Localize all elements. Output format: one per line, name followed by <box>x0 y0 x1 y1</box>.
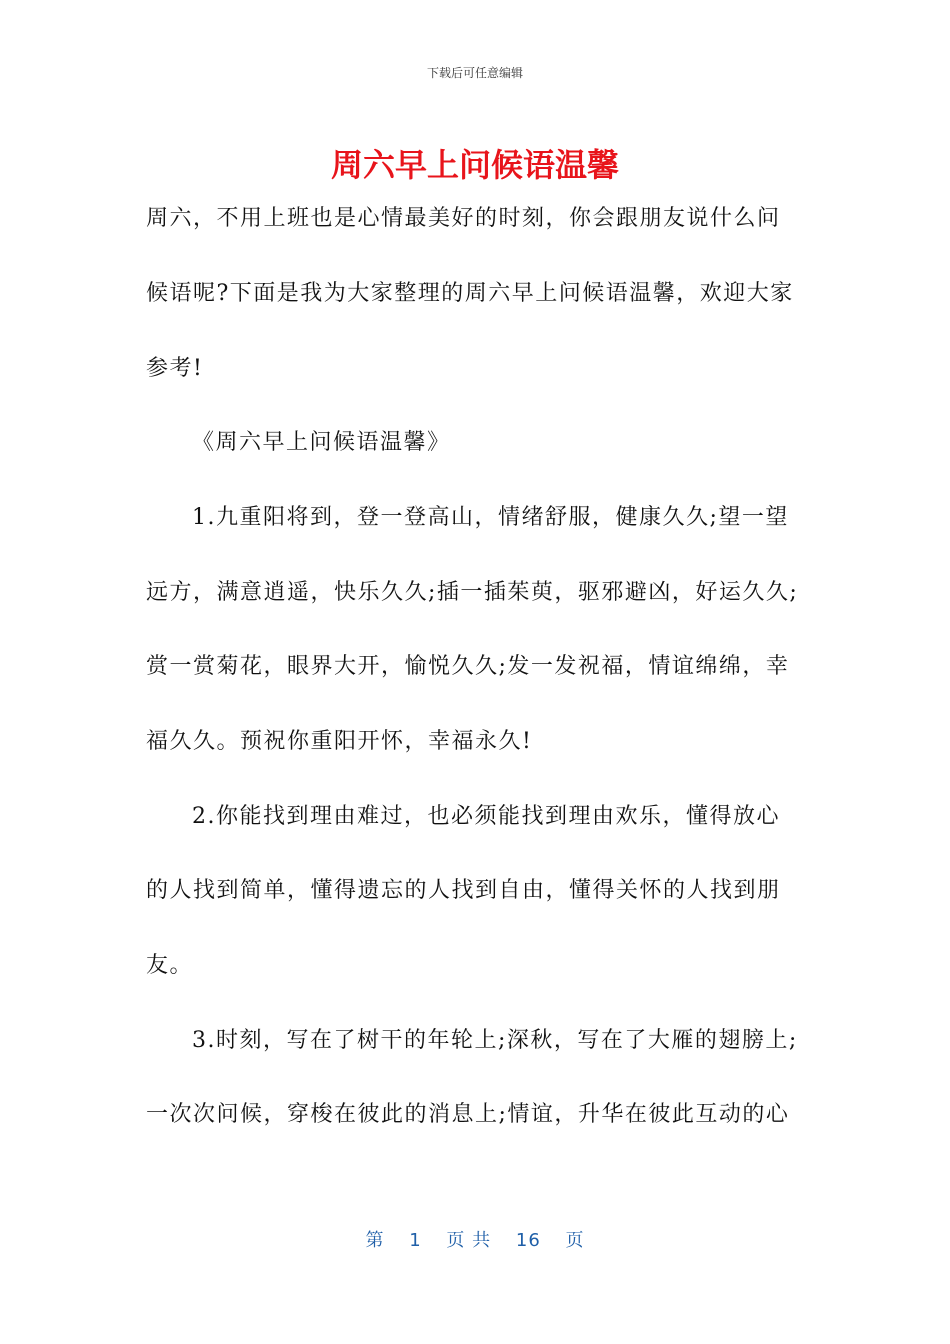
footer-suffix: 页 <box>565 1230 585 1251</box>
paragraph-line: 2.你能找到理由难过，也必须能找到理由欢乐，懂得放心 <box>192 804 780 829</box>
paragraph-line: 候语呢?下面是我为大家整理的周六早上问候语温馨，欢迎大家 <box>146 281 794 306</box>
page-footer <box>0 1226 950 1252</box>
footer-middle: 页 共 <box>446 1230 492 1251</box>
paragraph-line: 1.九重阳将到，登一登高山，情绪舒服，健康久久;望一望 <box>192 505 789 530</box>
footer-total-pages: 16 <box>515 1230 541 1251</box>
paragraph-line: 的人找到简单，懂得遗忘的人找到自由，懂得关怀的人找到朋 <box>146 878 781 903</box>
paragraph-line: 参考! <box>146 356 204 381</box>
footer-page-number: 1 <box>409 1230 422 1251</box>
paragraph-line: 周六，不用上班也是心情最美好的时刻，你会跟朋友说什么问 <box>146 206 781 231</box>
paragraph-line: 赏一赏菊花，眼界大开，愉悦久久;发一发祝福，情谊绵绵，幸 <box>146 654 790 679</box>
paragraph-line: 《周六早上问候语温馨》 <box>192 430 451 455</box>
paragraph-line: 一次次问候，穿梭在彼此的消息上;情谊，升华在彼此互动的心 <box>146 1102 790 1127</box>
paragraph-line: 友。 <box>146 953 194 978</box>
footer-prefix: 第 <box>365 1230 385 1251</box>
paragraph-line: 远方，满意逍遥，快乐久久;插一插茱萸，驱邪避凶，好运久久; <box>146 580 799 605</box>
document-title: 周六早上问候语温馨 <box>330 146 619 184</box>
header-note: 下载后可任意编辑 <box>426 66 523 80</box>
paragraph-line: 3.时刻，写在了树干的年轮上;深秋，写在了大雁的翅膀上; <box>192 1028 798 1053</box>
paragraph-line: 福久久。预祝你重阳开怀，幸福永久! <box>146 729 533 754</box>
